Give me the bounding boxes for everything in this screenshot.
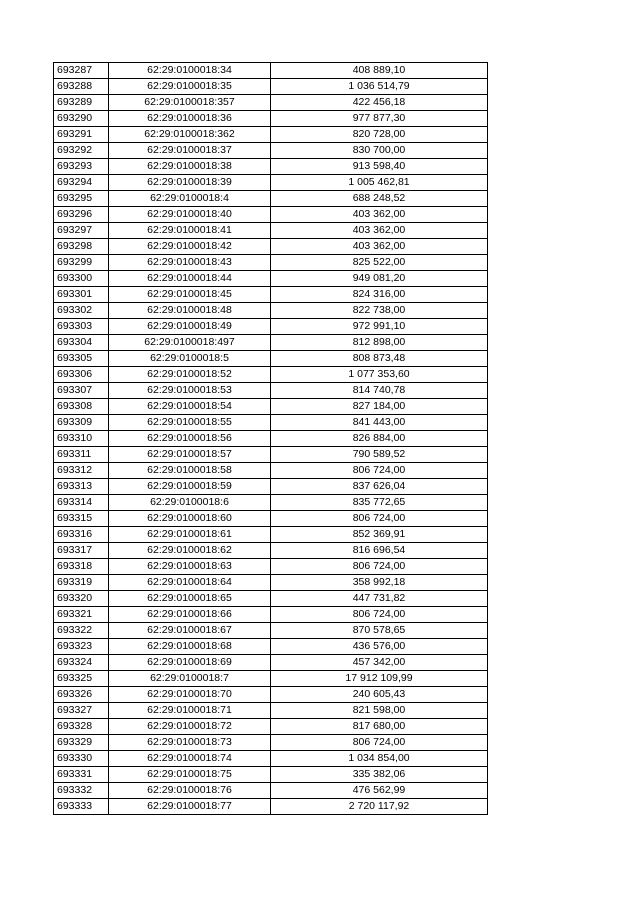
value-cell: 476 562,99 [271,783,488,799]
row-id-cell: 693310 [54,431,109,447]
value-cell: 835 772,65 [271,495,488,511]
row-id-cell: 693314 [54,495,109,511]
table-row [54,127,488,143]
value-cell: 913 598,40 [271,159,488,175]
value-cell: 841 443,00 [271,415,488,431]
row-id-cell: 693293 [54,159,109,175]
value-cell: 806 724,00 [271,607,488,623]
table-row [54,383,488,399]
cadastral-number-cell: 62:29:0100018:61 [109,527,271,543]
value-cell: 837 626,04 [271,479,488,495]
cadastral-number-cell: 62:29:0100018:34 [109,63,271,79]
cadastral-number-cell: 62:29:0100018:68 [109,639,271,655]
value-cell: 820 728,00 [271,127,488,143]
table-row [54,463,488,479]
value-cell: 816 696,54 [271,543,488,559]
value-cell: 408 889,10 [271,63,488,79]
row-id-cell: 693318 [54,559,109,575]
cadastral-number-cell: 62:29:0100018:7 [109,671,271,687]
table-row [54,495,488,511]
value-cell: 422 456,18 [271,95,488,111]
table-row [54,351,488,367]
row-id-cell: 693313 [54,479,109,495]
value-cell: 1 077 353,60 [271,367,488,383]
row-id-cell: 693311 [54,447,109,463]
row-id-cell: 693304 [54,335,109,351]
row-id-cell: 693297 [54,223,109,239]
table-row [54,575,488,591]
value-cell: 977 877,30 [271,111,488,127]
table-row [54,527,488,543]
cadastral-number-cell: 62:29:0100018:48 [109,303,271,319]
row-id-cell: 693321 [54,607,109,623]
row-id-cell: 693290 [54,111,109,127]
cadastral-number-cell: 62:29:0100018:74 [109,751,271,767]
value-cell: 688 248,52 [271,191,488,207]
value-cell: 827 184,00 [271,399,488,415]
table-row [54,799,488,815]
cadastral-number-cell: 62:29:0100018:35 [109,79,271,95]
table-row [54,639,488,655]
value-cell: 826 884,00 [271,431,488,447]
value-cell: 812 898,00 [271,335,488,351]
row-id-cell: 693319 [54,575,109,591]
row-id-cell: 693326 [54,687,109,703]
cadastral-number-cell: 62:29:0100018:66 [109,607,271,623]
table-row [54,607,488,623]
row-id-cell: 693324 [54,655,109,671]
cadastral-number-cell: 62:29:0100018:72 [109,719,271,735]
row-id-cell: 693330 [54,751,109,767]
cadastral-number-cell: 62:29:0100018:60 [109,511,271,527]
table-row [54,191,488,207]
table-row [54,783,488,799]
cadastral-number-cell: 62:29:0100018:63 [109,559,271,575]
cadastral-number-cell: 62:29:0100018:52 [109,367,271,383]
value-cell: 403 362,00 [271,239,488,255]
row-id-cell: 693329 [54,735,109,751]
value-cell: 457 342,00 [271,655,488,671]
table-row [54,559,488,575]
value-cell: 825 522,00 [271,255,488,271]
row-id-cell: 693317 [54,543,109,559]
cadastral-number-cell: 62:29:0100018:44 [109,271,271,287]
table-row [54,703,488,719]
value-cell: 808 873,48 [271,351,488,367]
value-cell: 852 369,91 [271,527,488,543]
row-id-cell: 693299 [54,255,109,271]
cadastral-number-cell: 62:29:0100018:362 [109,127,271,143]
cadastral-number-cell: 62:29:0100018:55 [109,415,271,431]
row-id-cell: 693315 [54,511,109,527]
cadastral-number-cell: 62:29:0100018:65 [109,591,271,607]
value-cell: 358 992,18 [271,575,488,591]
row-id-cell: 693291 [54,127,109,143]
table-body [54,63,488,815]
value-cell: 806 724,00 [271,559,488,575]
row-id-cell: 693296 [54,207,109,223]
cadastral-number-cell: 62:29:0100018:53 [109,383,271,399]
table-row [54,591,488,607]
row-id-cell: 693295 [54,191,109,207]
row-id-cell: 693298 [54,239,109,255]
value-cell: 403 362,00 [271,223,488,239]
row-id-cell: 693328 [54,719,109,735]
cadastral-number-cell: 62:29:0100018:69 [109,655,271,671]
data-table [53,62,488,815]
row-id-cell: 693325 [54,671,109,687]
table-row [54,415,488,431]
cadastral-number-cell: 62:29:0100018:54 [109,399,271,415]
row-id-cell: 693322 [54,623,109,639]
value-cell: 1 005 462,81 [271,175,488,191]
value-cell: 240 605,43 [271,687,488,703]
row-id-cell: 693312 [54,463,109,479]
table-row [54,687,488,703]
row-id-cell: 693303 [54,319,109,335]
table-row [54,479,488,495]
table-row [54,447,488,463]
table-row [54,655,488,671]
table-row [54,319,488,335]
row-id-cell: 693292 [54,143,109,159]
cadastral-number-cell: 62:29:0100018:57 [109,447,271,463]
cadastral-number-cell: 62:29:0100018:5 [109,351,271,367]
table-row [54,303,488,319]
table-row [54,399,488,415]
value-cell: 436 576,00 [271,639,488,655]
cadastral-number-cell: 62:29:0100018:4 [109,191,271,207]
row-id-cell: 693333 [54,799,109,815]
value-cell: 335 382,06 [271,767,488,783]
table-row [54,143,488,159]
cadastral-number-cell: 62:29:0100018:58 [109,463,271,479]
value-cell: 806 724,00 [271,511,488,527]
value-cell: 403 362,00 [271,207,488,223]
cadastral-number-cell: 62:29:0100018:6 [109,495,271,511]
value-cell: 806 724,00 [271,735,488,751]
table-row [54,767,488,783]
row-id-cell: 693289 [54,95,109,111]
value-cell: 1 034 854,00 [271,751,488,767]
table-row [54,79,488,95]
table-row [54,95,488,111]
value-cell: 814 740,78 [271,383,488,399]
table-row [54,367,488,383]
cadastral-number-cell: 62:29:0100018:45 [109,287,271,303]
cadastral-number-cell: 62:29:0100018:77 [109,799,271,815]
row-id-cell: 693308 [54,399,109,415]
cadastral-number-cell: 62:29:0100018:56 [109,431,271,447]
cadastral-number-cell: 62:29:0100018:38 [109,159,271,175]
row-id-cell: 693320 [54,591,109,607]
table-row [54,431,488,447]
cadastral-number-cell: 62:29:0100018:39 [109,175,271,191]
cadastral-number-cell: 62:29:0100018:36 [109,111,271,127]
row-id-cell: 693301 [54,287,109,303]
cadastral-number-cell: 62:29:0100018:64 [109,575,271,591]
table-row [54,207,488,223]
value-cell: 790 589,52 [271,447,488,463]
row-id-cell: 693287 [54,63,109,79]
cadastral-number-cell: 62:29:0100018:73 [109,735,271,751]
cadastral-number-cell: 62:29:0100018:76 [109,783,271,799]
row-id-cell: 693306 [54,367,109,383]
cadastral-number-cell: 62:29:0100018:49 [109,319,271,335]
cadastral-number-cell: 62:29:0100018:75 [109,767,271,783]
row-id-cell: 693300 [54,271,109,287]
value-cell: 972 991,10 [271,319,488,335]
table-row [54,543,488,559]
value-cell: 2 720 117,92 [271,799,488,815]
cadastral-number-cell: 62:29:0100018:70 [109,687,271,703]
row-id-cell: 693327 [54,703,109,719]
value-cell: 17 912 109,99 [271,671,488,687]
table-row [54,255,488,271]
cadastral-number-cell: 62:29:0100018:43 [109,255,271,271]
table-row [54,111,488,127]
table-row [54,751,488,767]
row-id-cell: 693331 [54,767,109,783]
cadastral-number-cell: 62:29:0100018:59 [109,479,271,495]
row-id-cell: 693288 [54,79,109,95]
cadastral-number-cell: 62:29:0100018:497 [109,335,271,351]
cadastral-number-cell: 62:29:0100018:42 [109,239,271,255]
value-cell: 949 081,20 [271,271,488,287]
table-row [54,623,488,639]
value-cell: 821 598,00 [271,703,488,719]
cadastral-number-cell: 62:29:0100018:67 [109,623,271,639]
cadastral-number-cell: 62:29:0100018:40 [109,207,271,223]
value-cell: 824 316,00 [271,287,488,303]
table-row [54,735,488,751]
value-cell: 822 738,00 [271,303,488,319]
table-row [54,159,488,175]
table-row [54,63,488,79]
row-id-cell: 693316 [54,527,109,543]
table-row [54,223,488,239]
table-row [54,239,488,255]
row-id-cell: 693305 [54,351,109,367]
value-cell: 447 731,82 [271,591,488,607]
row-id-cell: 693307 [54,383,109,399]
table-row [54,719,488,735]
row-id-cell: 693309 [54,415,109,431]
row-id-cell: 693302 [54,303,109,319]
table-row [54,511,488,527]
value-cell: 1 036 514,79 [271,79,488,95]
row-id-cell: 693323 [54,639,109,655]
cadastral-number-cell: 62:29:0100018:37 [109,143,271,159]
table-row [54,671,488,687]
cadastral-number-cell: 62:29:0100018:71 [109,703,271,719]
value-cell: 806 724,00 [271,463,488,479]
cadastral-number-cell: 62:29:0100018:62 [109,543,271,559]
table-row [54,175,488,191]
cadastral-number-cell: 62:29:0100018:357 [109,95,271,111]
value-cell: 870 578,65 [271,623,488,639]
table-row [54,271,488,287]
cadastral-number-cell: 62:29:0100018:41 [109,223,271,239]
value-cell: 830 700,00 [271,143,488,159]
row-id-cell: 693294 [54,175,109,191]
value-cell: 817 680,00 [271,719,488,735]
row-id-cell: 693332 [54,783,109,799]
table-row [54,287,488,303]
table-row [54,335,488,351]
